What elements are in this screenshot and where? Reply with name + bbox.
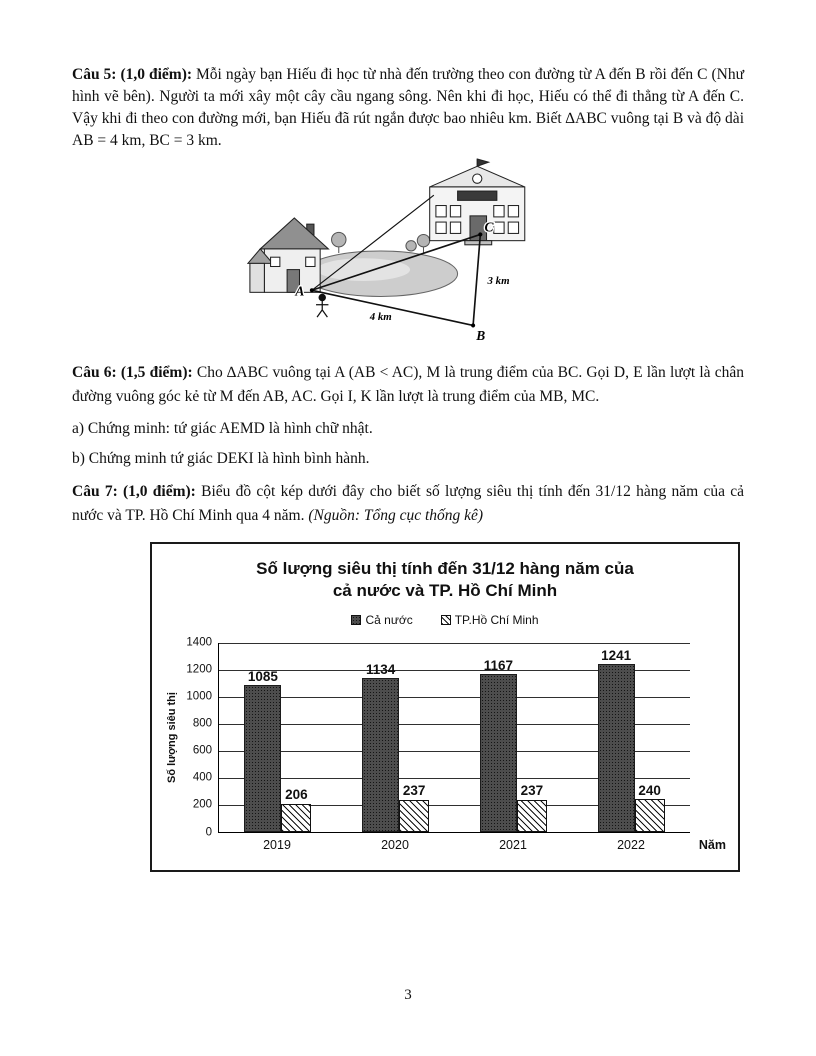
question-7-label: Câu 7: (1,0 điểm):: [72, 483, 196, 501]
supermarket-bar-chart: [150, 542, 740, 871]
chart-title-line1: Số lượng siêu thị tính đến 31/12 hàng năm của: [256, 559, 634, 579]
question-6-label: Câu 6: (1,5 điểm):: [72, 364, 193, 381]
distance-label-ab: 4 km: [369, 311, 392, 324]
x-label-2020: 2020: [381, 837, 409, 852]
question-6: [72, 361, 744, 409]
vertex-label-c: C: [484, 219, 494, 235]
chart-title: [166, 558, 724, 602]
vertex-label-a: A: [295, 283, 305, 299]
student-figure-icon: [316, 294, 328, 317]
question-7-text: Biểu đồ cột kép dưới đây cho biết số lượng siêu thị tính đến 31/12 hàng năm của cả nước và TP. Hồ Chí Minh qua 4 năm.: [72, 483, 744, 525]
trees-icon: [332, 232, 430, 253]
question-7-source: (Nguồn: Tổng cục thống kê): [308, 507, 484, 525]
bar-ca-nuoc-2020: [362, 678, 399, 831]
question-5-label: Câu 5: (1,0 điểm):: [72, 66, 193, 83]
bar-value-ca-nuoc-2019: 1085: [247, 668, 278, 684]
q5-illustration: [247, 158, 569, 344]
y-axis-ticks: [182, 635, 218, 838]
legend-item-tphcm: [441, 613, 539, 627]
chart-plot-area: [218, 643, 690, 833]
bar-column-ca-nuoc-2021: [480, 643, 517, 832]
question-6-text: Cho ∆ABC vuông tại A (AB < AC), M là trung điểm của BC. Gọi D, E lần lượt là chân đường vuông góc kẻ từ M đến AB, AC. Gọi I, K lần lượt là trung điểm của MB, MC.: [72, 364, 744, 406]
legend-label-tphcm: TP.Hồ Chí Minh: [454, 612, 539, 627]
bar-column-tphcm-2020: [399, 643, 429, 832]
bar-tphcm-2020: [399, 800, 429, 832]
y-tick-400: 400: [192, 771, 212, 784]
chart-x-axis: [218, 838, 724, 852]
legend-swatch-solid: [351, 615, 361, 625]
chart-title-line2: cả nước và TP. Hồ Chí Minh: [332, 581, 558, 601]
y-tick-200: 200: [192, 798, 212, 811]
vertex-label-b: B: [476, 327, 486, 343]
bar-column-tphcm-2021: [517, 643, 547, 832]
y-tick-1400: 1400: [186, 635, 212, 648]
question-7: [72, 480, 744, 528]
legend-swatch-hatch: [441, 615, 451, 625]
bar-column-ca-nuoc-2019: [244, 643, 281, 832]
y-tick-600: 600: [192, 744, 212, 757]
page-number: 3: [404, 987, 412, 1003]
question-6-item-a: a) Chứng minh: tứ giác AEMD là hình chữ nhật.: [72, 420, 373, 438]
x-label-2021: 2021: [499, 837, 527, 852]
bar-value-ca-nuoc-2021: 1167: [483, 657, 514, 673]
x-label-2022: 2022: [617, 837, 645, 852]
bar-value-tphcm-2019: 206: [285, 787, 308, 803]
bar-ca-nuoc-2021: [480, 674, 517, 832]
question-5-text: Mỗi ngày bạn Hiếu đi học từ nhà đến trường theo con đường từ A đến B rồi đến C (Như hình vẽ bên). Người ta mới xây một cây cầu ngang sông. Nên khi đi học, Hiếu có thể đi thẳng từ A đến C. Vậy khi đi theo con đường mới, bạn Hiếu đã rút ngắn được bao nhiêu km. Biết ∆ABC vuông tại B và độ dài AB = 4 km, BC = 3 km.: [72, 66, 744, 149]
chart-plot-row: [166, 635, 724, 838]
bar-column-ca-nuoc-2022: [598, 643, 635, 832]
bar-group-2022: [572, 643, 690, 832]
legend-label-ca-nuoc: Cả nước: [365, 612, 413, 627]
distance-label-bc: 3 km: [487, 275, 510, 288]
bar-ca-nuoc-2022: [598, 664, 635, 832]
y-tick-0: 0: [205, 825, 212, 838]
question-5: [72, 64, 744, 152]
bar-group-2020: [337, 643, 455, 832]
bar-value-ca-nuoc-2020: 1134: [365, 661, 396, 677]
legend-item-ca-nuoc: [351, 613, 412, 627]
x-axis-labels: [218, 838, 690, 852]
y-tick-1000: 1000: [186, 690, 212, 703]
bar-column-ca-nuoc-2020: [362, 643, 399, 832]
bar-tphcm-2019: [281, 804, 311, 832]
y-axis-title: Số lượng siêu thị: [166, 692, 178, 784]
bar-value-tphcm-2020: 237: [402, 783, 426, 799]
question-6-item-b: b) Chứng minh tứ giác DEKI là hình bình hành.: [72, 450, 370, 468]
bar-value-tphcm-2022: 240: [638, 782, 661, 798]
y-tick-1200: 1200: [186, 662, 212, 675]
bar-ca-nuoc-2019: [244, 685, 281, 831]
chart-legend: [166, 613, 724, 627]
bar-column-tphcm-2022: [635, 643, 665, 832]
bar-tphcm-2021: [517, 800, 547, 832]
bar-tphcm-2022: [635, 799, 665, 831]
y-tick-800: 800: [192, 717, 212, 730]
bar-value-tphcm-2021: 237: [520, 783, 544, 799]
bar-value-ca-nuoc-2022: 1241: [601, 647, 632, 663]
bar-group-2021: [455, 643, 573, 832]
school-icon: [430, 159, 525, 245]
house-icon: [248, 218, 329, 292]
x-axis-title: Năm: [698, 837, 726, 852]
question-5-figure: [72, 158, 744, 349]
bar-group-2019: [219, 643, 337, 832]
x-label-2019: 2019: [263, 837, 291, 852]
bar-column-tphcm-2019: [281, 643, 311, 832]
